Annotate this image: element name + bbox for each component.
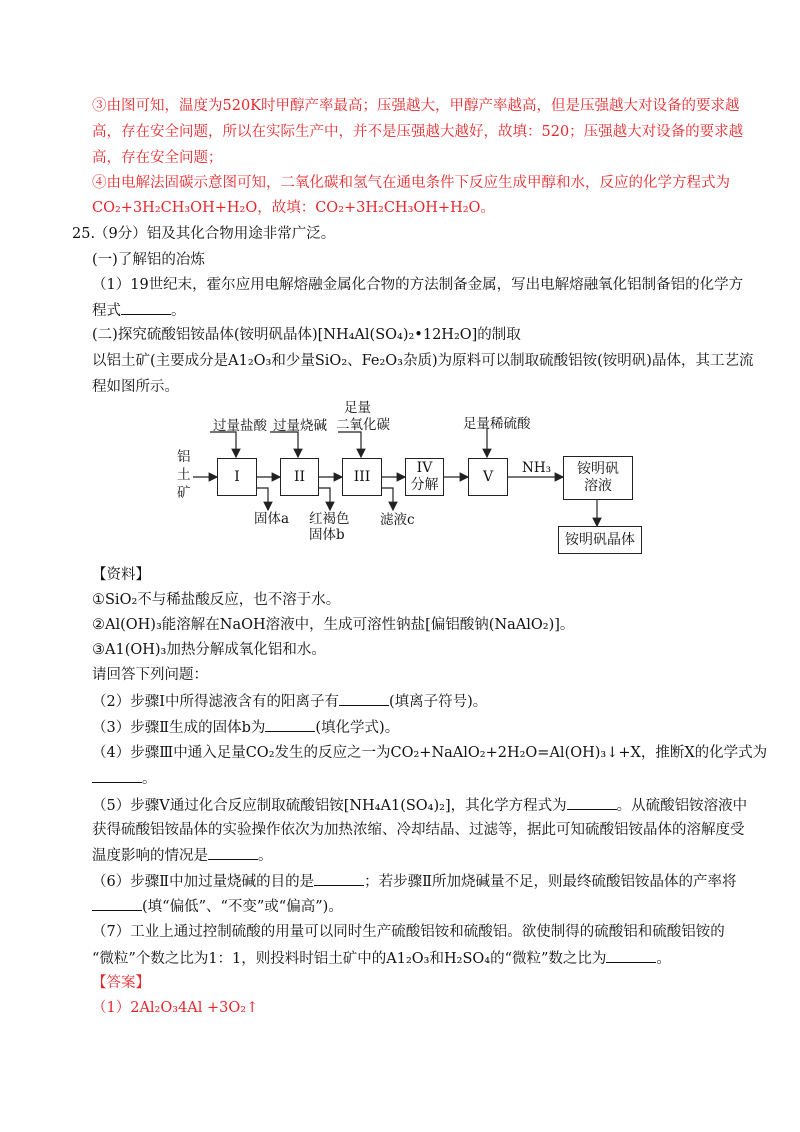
part2-desc-line1: 以铝土矿(主要成分是A1₂O₃和少量SiO₂、Fe₂O₃杂质)为原料可以制取硫酸铝铵(铵明矾)晶体，其工艺流: [92, 353, 754, 369]
q5-line3-suffix: 。: [258, 848, 273, 864]
answer-p4-line2: CO₂+3H₂CH₃OH+H₂O，故填：CO₂+3H₂CH₃OH+H₂O。: [92, 200, 495, 216]
solution-line2: 溶液: [584, 478, 612, 494]
questions-prompt: 请回答下列问题：: [92, 667, 208, 683]
q5-line1-prefix: （5）步骤Ⅴ通过化合反应制取硫酸铝铵[NH₄A1(SO₄)₂]，其化学方程式为: [92, 798, 567, 814]
q5-line1-suffix: 。从硫酸铝铵溶液中: [616, 798, 748, 814]
q6-line2: [92, 896, 343, 917]
answer-blank: [208, 845, 258, 860]
step-box-3: III: [342, 458, 382, 496]
answer-p3-line1: ③由图可知，温度为520K时甲醇产率最高；压强越大，甲醇产率越高，但是压强越大对设备的要求越: [92, 98, 740, 114]
info-item3: ③A1(OH)₃加热分解成氧化铝和水。: [92, 642, 326, 658]
question-intro: （9分）铝及其化合物用途非常广泛。: [94, 226, 336, 242]
q3-suffix: (填化学式)。: [315, 720, 400, 736]
q5-line2: 获得硫酸铝铵晶体的实验操作依次为加热浓缩、冷却结晶、过滤等，据此可知硫酸铝铵晶体的溶解度受: [92, 822, 745, 838]
flow-arrows: [0, 0, 800, 560]
q7-line1: （7）工业上通过控制硫酸的用量可以同时生产硫酸铝铵和硫酸铝。欲使制得的硫酸铝和硫酸铝铵的: [92, 924, 725, 940]
part1-title: (一)了解铝的冶炼: [92, 252, 205, 268]
answer-blank: [314, 871, 364, 886]
q6-line2-text: (填“偏低”、“不变”或“偏高”)。: [142, 899, 343, 915]
answer-p3-line2: 高，存在安全问题，所以在实际生产中，并不是压强越大越好，故填：520；压强越大对设备的要求越: [92, 124, 744, 140]
reagent-2-label: 过量烧碱: [273, 418, 327, 434]
reagent-5-label: 足量稀硫酸: [463, 416, 531, 432]
info-title: 【资料】: [92, 567, 150, 583]
question-number: 25.: [72, 226, 96, 242]
solution-box: [563, 456, 633, 500]
q2-line: [92, 691, 487, 712]
source-label: 铝土矿: [177, 449, 191, 501]
step-box-4: [405, 458, 444, 496]
reagent-1-label: 过量盐酸: [213, 418, 267, 434]
q2-prefix: （2）步骤Ⅰ中所得滤液含有的阳离子有: [92, 694, 339, 710]
q5-line3-prefix: 温度影响的情况是: [92, 848, 208, 864]
q6-line1-suffix: ；若步骤Ⅱ所加烧碱量不足，则最终硫酸铝铵晶体的产率将: [364, 874, 737, 890]
q5-line1: [92, 795, 747, 816]
output-c-label: 滤液c: [380, 512, 415, 528]
q4-line1: （4）步骤Ⅲ中通入足量CO₂发生的反应之一为CO₂+NaAlO₂+2H₂O=Al(OH)₃↓+X，推断X的化学式为: [92, 745, 768, 761]
step-box-1: I: [217, 458, 257, 496]
answer-p4-line1: ④由电解法固碳示意图可知，二氧化碳和氢气在通电条件下反应生成甲醇和水，反应的化学方程式为: [92, 175, 730, 191]
answer-1: （1）2Al₂O₃4Al +3O₂↑: [92, 1000, 259, 1016]
answer-title: 【答案】: [92, 975, 150, 991]
answer-p3-line3: 高，存在安全问题；: [92, 150, 223, 166]
q1-line2-suffix: 。: [171, 303, 186, 319]
info-item2: ②Al(OH)₃能溶解在NaOH溶液中，生成可溶性钠盐[偏铝酸钠(NaAlO₂)]。: [92, 617, 575, 633]
q2-suffix: (填离子符号)。: [388, 694, 488, 710]
step-box-5: V: [468, 458, 508, 496]
part2-title: (二)探究硫酸铝铵晶体(铵明矾晶体)[NH₄Al(SO₄)₂•12H₂O]的制取: [92, 327, 521, 343]
crystal-box: 铵明矾晶体: [558, 526, 642, 554]
q6-line1-prefix: （6）步骤Ⅱ中加过量烧碱的目的是: [92, 874, 315, 890]
part2-desc-line2: 程如图所示。: [92, 379, 179, 395]
q3-line: [92, 717, 399, 738]
reagent-3-line1: 足量: [344, 400, 371, 416]
nh3-label: NH₃: [522, 460, 551, 476]
output-b-line1: 红褐色: [309, 511, 350, 527]
q3-prefix: （3）步骤Ⅱ生成的固体b为: [92, 720, 266, 736]
q5-line3: [92, 845, 273, 866]
q7-line2: [92, 948, 671, 969]
q6-line1: [92, 871, 736, 892]
step-4-label: IV: [416, 460, 433, 476]
answer-blank: [339, 691, 389, 706]
q1-line2-prefix: 程式: [92, 303, 121, 319]
answer-blank: [606, 948, 656, 963]
step-box-2: II: [280, 458, 319, 496]
answer-blank: [92, 768, 142, 783]
step-4-sub: 分解: [410, 477, 439, 493]
q4-line2: [92, 768, 157, 789]
q7-line2-suffix: 。: [656, 951, 671, 967]
reagent-3-line2: 二氧化碳: [336, 417, 390, 433]
info-item1: ①SiO₂不与稀盐酸反应，也不溶于水。: [92, 592, 341, 608]
solution-line1: 铵明矾: [577, 461, 619, 477]
q1-line1: （1）19世纪末，霍尔应用电解熔融金属化合物的方法制备金属，写出电解熔融氧化铝制备铝的化学方: [92, 277, 744, 293]
q4-suffix: 。: [142, 771, 157, 787]
output-a-label: 固体a: [254, 511, 290, 527]
answer-blank: [265, 717, 315, 732]
answer-blank: [567, 795, 617, 810]
answer-blank: [92, 896, 142, 911]
q7-line2-prefix: “微粒”个数之比为1：1，则投料时铝土矿中的A1₂O₃和H₂SO₄的“微粒”数之比为: [92, 951, 607, 967]
output-b-line2: 固体b: [309, 527, 345, 543]
